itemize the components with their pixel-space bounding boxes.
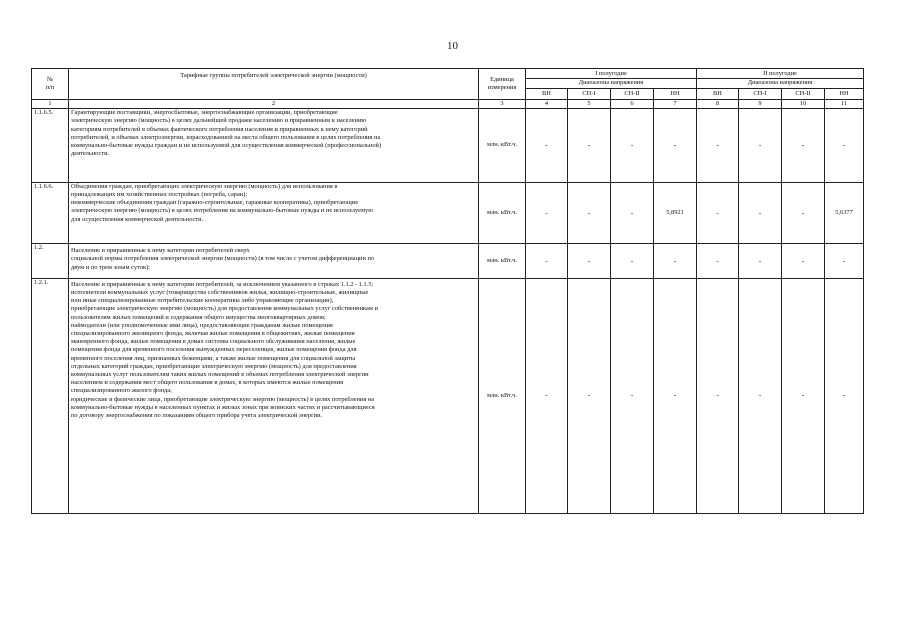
- row-value: -: [568, 109, 611, 183]
- row-value: -: [825, 244, 864, 279]
- description-line: пользователям жилых помещений и содержания общего имущества многоквартирных домов;: [71, 313, 326, 321]
- header-voltage-2: СН-I: [568, 88, 611, 99]
- description-line: коммунально-бытовые нужды в населенных пунктах и жилых зонах при воинских частях и рассчитывающиеся: [71, 403, 375, 411]
- description-line: Население и приравненные к нему категории потребителей, за исключением указанного в строках 1.1.2 - 1.1.5:: [71, 280, 374, 288]
- description-line: временного поселения лиц, признанных беженцами, а также жилые помещения для социальной защиты: [71, 354, 356, 362]
- row-description: [69, 182, 479, 243]
- description-line: помещения фонда для временного поселения вынужденных переселенцев, жилые помещения фонда для: [71, 346, 357, 354]
- column-number-7: 7: [654, 99, 697, 108]
- header-voltage-7: СН-II: [782, 88, 825, 99]
- header-ranges-1: Диапазоны напряжения: [526, 79, 697, 88]
- description-line: потребителей, и объемах электроэнергии, израсходованной на места общего пользования в целях потребления на: [71, 133, 381, 141]
- row-description: [69, 278, 479, 513]
- row-value: 5,6377: [825, 182, 864, 243]
- header-group: Тарифные группы потребителей электрической энергии (мощности): [69, 69, 479, 100]
- row-value: -: [568, 244, 611, 279]
- description-line: исполнители коммунальных услуг (товарищества собственников жилья, жилищно-строительные, жилищные: [71, 289, 369, 297]
- header-num: № п/п: [32, 69, 69, 100]
- header-voltage-8: НН: [825, 88, 864, 99]
- header-ranges-2: Диапазоны напряжения: [697, 79, 864, 88]
- row-value: -: [526, 182, 568, 243]
- header-voltage-3: СН-II: [611, 88, 654, 99]
- description-line: коммунально-бытовые нужды граждан и не используемой для осуществления коммерческой (профессиональной): [71, 141, 382, 149]
- row-value: -: [782, 278, 825, 513]
- column-number-11: 11: [825, 99, 864, 108]
- row-value: -: [568, 182, 611, 243]
- row-number: 1.2.1.: [32, 278, 69, 513]
- description-line: Объединения граждан, приобретающих электрическую энергию (мощность) для использования в: [71, 182, 338, 190]
- page-number: 10: [447, 40, 458, 52]
- column-number-5: 5: [568, 99, 611, 108]
- column-number-1: 1: [32, 99, 69, 108]
- row-value: -: [739, 182, 782, 243]
- row-value: -: [739, 244, 782, 279]
- row-value: -: [782, 109, 825, 183]
- table-row: [32, 109, 864, 183]
- header-voltage-6: СН-I: [739, 88, 782, 99]
- row-value: -: [526, 278, 568, 513]
- column-number-3: 3: [479, 99, 526, 108]
- row-value: -: [825, 109, 864, 183]
- row-value: -: [697, 278, 739, 513]
- row-value: -: [568, 278, 611, 513]
- row-value: -: [739, 278, 782, 513]
- description-line: социальной нормы потребления электрической энергии (мощности) (в том числе с учетом дифференциации по: [71, 255, 375, 263]
- description-line: электрическую энергию (мощность) в целях дальнейшей продажи населению и приравненным к населению: [71, 117, 367, 125]
- header-half1: I полугодие: [526, 69, 697, 79]
- description-line: деятельности.: [71, 150, 110, 158]
- description-line: принадлежащих им хозяйственных постройках (погреба, сараи);: [71, 191, 248, 199]
- table-row: [32, 244, 864, 279]
- row-value: -: [654, 244, 697, 279]
- header-voltage-4: НН: [654, 88, 697, 99]
- row-unit: млн. кВт.ч.: [479, 182, 526, 243]
- description-line: Гарантирующие поставщики, энергосбытовые, энергоснабжающие организации, приобретающие: [71, 109, 338, 117]
- description-line: юридические и физические лица, приобретающие электрическую энергию (мощность) в целях потребления на: [71, 395, 375, 403]
- description-line: специализированного жилищного фонда, включая жилые помещения в общежитиях, жилые помещения: [71, 330, 355, 338]
- description-line: коммунальных услуг пользователям таких жилых помещений в объемах потребления электрической энергии: [71, 370, 369, 378]
- description-line: Население и приравненные к нему категории потребителей сверх: [71, 247, 250, 255]
- row-value: -: [611, 244, 654, 279]
- row-unit: млн. кВт.ч.: [479, 109, 526, 183]
- row-value: -: [697, 109, 739, 183]
- column-number-2: 2: [69, 99, 479, 108]
- row-value: -: [611, 278, 654, 513]
- description-line: некоммерческие объединения граждан (гаражно-строительные, гаражные кооперативы), приобретающие: [71, 199, 359, 207]
- table-row: [32, 182, 864, 243]
- description-line: специализированного жилого фонда;: [71, 387, 172, 395]
- description-line: или иные специализированные потребительские кооперативы либо управляющие организации),: [71, 297, 334, 305]
- row-unit: млн. кВт.ч.: [479, 278, 526, 513]
- column-number-10: 10: [782, 99, 825, 108]
- row-value: -: [611, 109, 654, 183]
- row-number: 1.1.6.5.: [32, 109, 69, 183]
- column-number-4: 4: [526, 99, 568, 108]
- description-line: для осуществления коммерческой деятельности.: [71, 215, 204, 223]
- table-row: [32, 278, 864, 513]
- description-line: наймодатели (или уполномоченные ими лица), предоставляющие гражданам жилые помещения: [71, 321, 333, 329]
- column-number-8: 8: [697, 99, 739, 108]
- row-value: -: [611, 182, 654, 243]
- row-value: -: [825, 278, 864, 513]
- row-value: -: [526, 109, 568, 183]
- description-line: населением и содержания мест общего пользования в домах, в которых имеются жилые помещения: [71, 379, 344, 387]
- description-line: категориям потребителей в объемах фактического потребления населения и приравненных к нему категорий: [71, 125, 368, 133]
- column-number-9: 9: [739, 99, 782, 108]
- row-value: -: [654, 109, 697, 183]
- row-description: [69, 244, 479, 279]
- header-unit: Единица измерения: [479, 69, 526, 100]
- row-value: -: [782, 244, 825, 279]
- row-description: [69, 109, 479, 183]
- row-value: -: [697, 182, 739, 243]
- row-value: -: [739, 109, 782, 183]
- description-line: по договору энергоснабжения по показаниям общего прибора учета электрической энергии.: [71, 411, 323, 419]
- row-value: 5,8921: [654, 182, 697, 243]
- row-number: 1.2.: [32, 244, 69, 279]
- row-number: 1.1.6.6.: [32, 182, 69, 243]
- row-value: -: [654, 278, 697, 513]
- description-line: двум и по трем зонам суток):: [71, 263, 151, 271]
- row-value: -: [697, 244, 739, 279]
- row-unit: млн. кВт.ч.: [479, 244, 526, 279]
- header-voltage-1: ВН: [526, 88, 568, 99]
- header-half2: II полугодие: [697, 69, 864, 79]
- description-line: отдельных категорий граждан, приобретающие электрическую энергию (мощность) для предоставления: [71, 362, 357, 370]
- tariff-table: [31, 68, 864, 514]
- row-value: -: [526, 244, 568, 279]
- description-line: приобретающие электрическую энергию (мощность) для предоставления коммунальных услуг собственникам и: [71, 305, 378, 313]
- column-number-6: 6: [611, 99, 654, 108]
- header-voltage-5: ВН: [697, 88, 739, 99]
- description-line: электрическую энергию (мощность) в целях потребления на коммунально-бытовые нужды и не используемую: [71, 207, 373, 215]
- description-line: маневренного фонда, жилые помещения в домах системы социального обслуживания населения, жилые: [71, 338, 356, 346]
- row-value: -: [782, 182, 825, 243]
